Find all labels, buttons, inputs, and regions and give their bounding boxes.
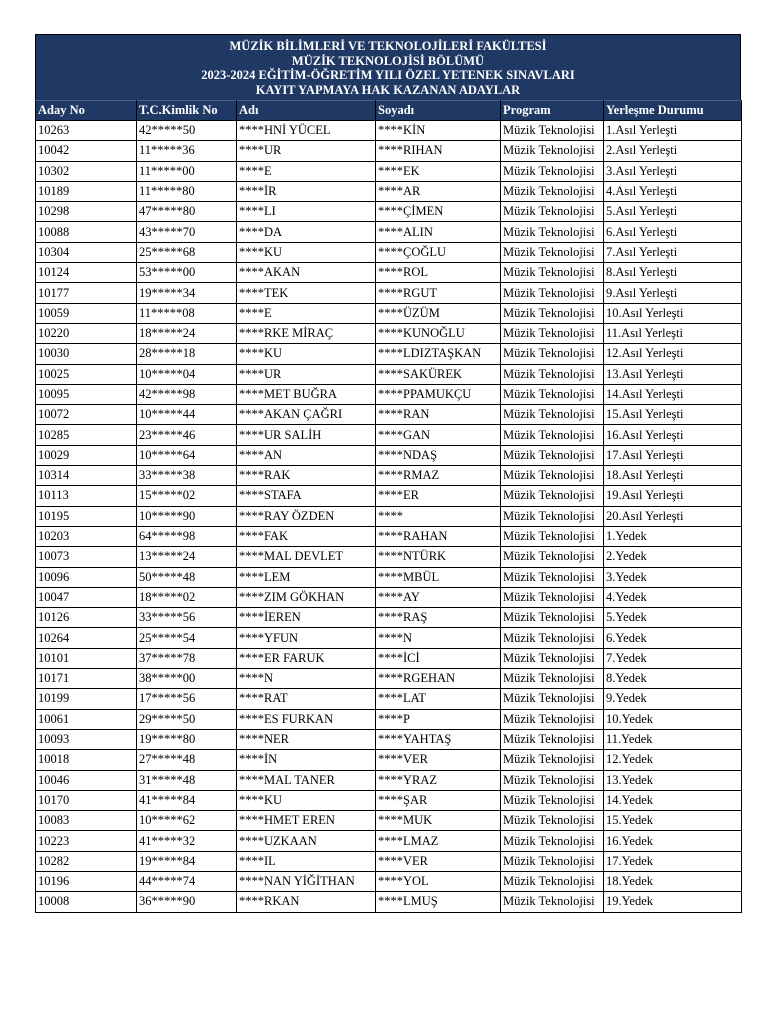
aday-no-cell: 10189: [36, 181, 137, 201]
aday-no-cell: 10220: [36, 323, 137, 343]
yerlesme-durumu-cell: 5.Yedek: [604, 608, 742, 628]
soyadi-cell: ****: [376, 506, 501, 526]
soyadi-cell: ****LDIZTAŞKAN: [376, 344, 501, 364]
table-row: [36, 344, 742, 364]
tc-kimlik-no-cell: 11*****36: [137, 141, 237, 161]
yerlesme-durumu-cell: 12.Asıl Yerleşti: [604, 344, 742, 364]
soyadi-cell: ****NDAŞ: [376, 445, 501, 465]
program-cell: Müzik Teknolojisi: [501, 323, 604, 343]
tc-kimlik-no-cell: 36*****90: [137, 892, 237, 912]
yerlesme-durumu-cell: 9.Asıl Yerleşti: [604, 283, 742, 303]
adi-cell: ****YFUN: [237, 628, 376, 648]
program-cell: Müzik Teknolojisi: [501, 405, 604, 425]
aday-no-cell: 10126: [36, 608, 137, 628]
tc-kimlik-no-cell: 64*****98: [137, 526, 237, 546]
soyadi-cell: ****PPAMUKÇU: [376, 384, 501, 404]
table-row: [36, 506, 742, 526]
program-cell: Müzik Teknolojisi: [501, 344, 604, 364]
adi-cell: ****TEK: [237, 283, 376, 303]
yerlesme-durumu-cell: 4.Asıl Yerleşti: [604, 181, 742, 201]
adi-cell: ****E: [237, 161, 376, 181]
program-cell: Müzik Teknolojisi: [501, 628, 604, 648]
tc-kimlik-no-cell: 27*****48: [137, 750, 237, 770]
tc-kimlik-no-cell: 37*****78: [137, 648, 237, 668]
aday-no-cell: 10263: [36, 121, 137, 141]
aday-no-cell: 10095: [36, 384, 137, 404]
soyadi-cell: ****ROL: [376, 263, 501, 283]
program-cell: Müzik Teknolojisi: [501, 871, 604, 891]
tc-kimlik-no-cell: 42*****98: [137, 384, 237, 404]
tc-kimlik-no-cell: 42*****50: [137, 121, 237, 141]
table-row: [36, 750, 742, 770]
table-row: [36, 425, 742, 445]
adi-cell: ****IL: [237, 851, 376, 871]
soyadi-cell: ****MBÜL: [376, 567, 501, 587]
adi-cell: ****RAK: [237, 466, 376, 486]
yerlesme-durumu-cell: 13.Asıl Yerleşti: [604, 364, 742, 384]
tc-kimlik-no-cell: 18*****02: [137, 587, 237, 607]
soyadi-cell: ****ALIN: [376, 222, 501, 242]
adi-cell: ****RAT: [237, 689, 376, 709]
adi-cell: ****UZKAAN: [237, 831, 376, 851]
tc-kimlik-no-cell: 10*****62: [137, 811, 237, 831]
yerlesme-durumu-cell: 4.Yedek: [604, 587, 742, 607]
yerlesme-durumu-cell: 1.Asıl Yerleşti: [604, 121, 742, 141]
table-row: [36, 811, 742, 831]
aday-no-cell: 10046: [36, 770, 137, 790]
tc-kimlik-no-cell: 41*****32: [137, 831, 237, 851]
aday-no-cell: 10285: [36, 425, 137, 445]
yerlesme-durumu-cell: 17.Yedek: [604, 851, 742, 871]
soyadi-cell: ****ÇİMEN: [376, 202, 501, 222]
tc-kimlik-no-cell: 33*****38: [137, 466, 237, 486]
program-cell: Müzik Teknolojisi: [501, 729, 604, 749]
adi-cell: ****ES FURKAN: [237, 709, 376, 729]
soyadi-cell: ****RAN: [376, 405, 501, 425]
aday-no-cell: 10025: [36, 364, 137, 384]
yerlesme-durumu-cell: 2.Asıl Yerleşti: [604, 141, 742, 161]
tc-kimlik-no-cell: 19*****80: [137, 729, 237, 749]
tc-kimlik-no-cell: 10*****04: [137, 364, 237, 384]
aday-no-cell: 10177: [36, 283, 137, 303]
tc-kimlik-no-cell: 11*****80: [137, 181, 237, 201]
table-row: [36, 729, 742, 749]
yerlesme-durumu-cell: 13.Yedek: [604, 770, 742, 790]
yerlesme-durumu-cell: 6.Asıl Yerleşti: [604, 222, 742, 242]
yerlesme-durumu-cell: 11.Asıl Yerleşti: [604, 323, 742, 343]
program-cell: Müzik Teknolojisi: [501, 242, 604, 262]
table-row: [36, 445, 742, 465]
yerlesme-durumu-cell: 3.Asıl Yerleşti: [604, 161, 742, 181]
tc-kimlik-no-cell: 23*****46: [137, 425, 237, 445]
soyadi-cell: ****İCİ: [376, 648, 501, 668]
aday-no-cell: 10072: [36, 405, 137, 425]
faculty-title: MÜZİK BİLİMLERİ VE TEKNOLOJİLERİ FAKÜLTESİ: [229, 39, 547, 53]
yerlesme-durumu-cell: 7.Asıl Yerleşti: [604, 242, 742, 262]
program-cell: Müzik Teknolojisi: [501, 790, 604, 810]
yerlesme-durumu-cell: 10.Yedek: [604, 709, 742, 729]
table-row: [36, 466, 742, 486]
aday-no-cell: 10113: [36, 486, 137, 506]
yerlesme-durumu-cell: 7.Yedek: [604, 648, 742, 668]
adi-cell: ****LEM: [237, 567, 376, 587]
aday-no-cell: 10061: [36, 709, 137, 729]
aday-no-cell: 10314: [36, 466, 137, 486]
yerlesme-durumu-cell: 19.Asıl Yerleşti: [604, 486, 742, 506]
table-row: [36, 689, 742, 709]
adi-cell: ****LI: [237, 202, 376, 222]
table-row: [36, 567, 742, 587]
program-cell: Müzik Teknolojisi: [501, 831, 604, 851]
aday-no-cell: 10018: [36, 750, 137, 770]
table-row: [36, 608, 742, 628]
adi-cell: ****KU: [237, 344, 376, 364]
soyadi-cell: ****YAHTAŞ: [376, 729, 501, 749]
table-row: [36, 283, 742, 303]
yerlesme-durumu-cell: 12.Yedek: [604, 750, 742, 770]
adi-cell: ****N: [237, 669, 376, 689]
tc-kimlik-no-cell: 10*****64: [137, 445, 237, 465]
table-row: [36, 851, 742, 871]
soyadi-cell: ****AY: [376, 587, 501, 607]
yerlesme-durumu-cell: 2.Yedek: [604, 547, 742, 567]
yerlesme-durumu-cell: 8.Asıl Yerleşti: [604, 263, 742, 283]
yerlesme-durumu-cell: 19.Yedek: [604, 892, 742, 912]
adi-cell: ****KU: [237, 242, 376, 262]
list-title: KAYIT YAPMAYA HAK KAZANAN ADAYLAR: [255, 82, 521, 97]
yerlesme-durumu-cell: 16.Asıl Yerleşti: [604, 425, 742, 445]
table-row: [36, 323, 742, 343]
aday-no-cell: 10298: [36, 202, 137, 222]
yerlesme-durumu-cell: 18.Yedek: [604, 871, 742, 891]
table-body: [36, 121, 742, 913]
program-cell: Müzik Teknolojisi: [501, 608, 604, 628]
soyadi-cell: ****N: [376, 628, 501, 648]
program-cell: Müzik Teknolojisi: [501, 567, 604, 587]
soyadi-cell: ****KİN: [376, 121, 501, 141]
table-row: [36, 405, 742, 425]
soyadi-cell: ****ŞAR: [376, 790, 501, 810]
program-cell: Müzik Teknolojisi: [501, 506, 604, 526]
soyadi-cell: ****LMAZ: [376, 831, 501, 851]
yerlesme-durumu-cell: 15.Asıl Yerleşti: [604, 405, 742, 425]
yerlesme-durumu-cell: 14.Asıl Yerleşti: [604, 384, 742, 404]
adi-cell: ****İR: [237, 181, 376, 201]
program-cell: Müzik Teknolojisi: [501, 222, 604, 242]
tc-kimlik-no-cell: 33*****56: [137, 608, 237, 628]
adi-cell: ****İN: [237, 750, 376, 770]
program-cell: Müzik Teknolojisi: [501, 892, 604, 912]
document-header: [35, 34, 741, 100]
soyadi-cell: ****MUK: [376, 811, 501, 831]
yerlesme-durumu-cell: 17.Asıl Yerleşti: [604, 445, 742, 465]
program-cell: Müzik Teknolojisi: [501, 161, 604, 181]
aday-no-cell: 10083: [36, 811, 137, 831]
table-row: [36, 871, 742, 891]
yerlesme-durumu-cell: 10.Asıl Yerleşti: [604, 303, 742, 323]
tc-kimlik-no-cell: 50*****48: [137, 567, 237, 587]
table-row: [36, 790, 742, 810]
soyadi-cell: ****ER: [376, 486, 501, 506]
tc-kimlik-no-cell: 19*****84: [137, 851, 237, 871]
table-row: [36, 709, 742, 729]
table-row: [36, 587, 742, 607]
adi-cell: ****E: [237, 303, 376, 323]
aday-no-cell: 10196: [36, 871, 137, 891]
adi-cell: ****MAL TANER: [237, 770, 376, 790]
soyadi-cell: ****YRAZ: [376, 770, 501, 790]
yerlesme-durumu-cell: 3.Yedek: [604, 567, 742, 587]
column-header-soyadi: Soyadı: [376, 101, 501, 121]
table-row: [36, 669, 742, 689]
program-cell: Müzik Teknolojisi: [501, 486, 604, 506]
soyadi-cell: ****LAT: [376, 689, 501, 709]
yerlesme-durumu-cell: 9.Yedek: [604, 689, 742, 709]
program-cell: Müzik Teknolojisi: [501, 547, 604, 567]
column-header-tc-kimlik-no: T.C.Kimlik No: [137, 101, 237, 121]
adi-cell: ****AN: [237, 445, 376, 465]
adi-cell: ****NAN YİĞİTHAN: [237, 871, 376, 891]
aday-no-cell: 10124: [36, 263, 137, 283]
aday-no-cell: 10282: [36, 851, 137, 871]
tc-kimlik-no-cell: 11*****00: [137, 161, 237, 181]
aday-no-cell: 10042: [36, 141, 137, 161]
aday-no-cell: 10195: [36, 506, 137, 526]
aday-no-cell: 10203: [36, 526, 137, 546]
tc-kimlik-no-cell: 11*****08: [137, 303, 237, 323]
column-header-aday-no: Aday No: [36, 101, 137, 121]
aday-no-cell: 10047: [36, 587, 137, 607]
tc-kimlik-no-cell: 10*****90: [137, 506, 237, 526]
table-row: [36, 181, 742, 201]
table-row: [36, 384, 742, 404]
table-header-row: [36, 101, 742, 121]
table-row: [36, 547, 742, 567]
table-row: [36, 648, 742, 668]
adi-cell: ****RKE MİRAÇ: [237, 323, 376, 343]
soyadi-cell: ****LMUŞ: [376, 892, 501, 912]
tc-kimlik-no-cell: 25*****54: [137, 628, 237, 648]
tc-kimlik-no-cell: 18*****24: [137, 323, 237, 343]
tc-kimlik-no-cell: 41*****84: [137, 790, 237, 810]
table-row: [36, 141, 742, 161]
program-cell: Müzik Teknolojisi: [501, 121, 604, 141]
column-header-program: Program: [501, 101, 604, 121]
tc-kimlik-no-cell: 28*****18: [137, 344, 237, 364]
program-cell: Müzik Teknolojisi: [501, 364, 604, 384]
soyadi-cell: ****YOL: [376, 871, 501, 891]
yerlesme-durumu-cell: 20.Asıl Yerleşti: [604, 506, 742, 526]
adi-cell: ****KU: [237, 790, 376, 810]
table-row: [36, 303, 742, 323]
table-row: [36, 161, 742, 181]
soyadi-cell: ****ÇOĞLU: [376, 242, 501, 262]
tc-kimlik-no-cell: 17*****56: [137, 689, 237, 709]
table-row: [36, 486, 742, 506]
adi-cell: ****ZIM GÖKHAN: [237, 587, 376, 607]
tc-kimlik-no-cell: 15*****02: [137, 486, 237, 506]
adi-cell: ****HMET EREN: [237, 811, 376, 831]
program-cell: Müzik Teknolojisi: [501, 466, 604, 486]
adi-cell: ****AKAN ÇAĞRI: [237, 405, 376, 425]
aday-no-cell: 10304: [36, 242, 137, 262]
aday-no-cell: 10093: [36, 729, 137, 749]
soyadi-cell: ****RGUT: [376, 283, 501, 303]
exam-title: 2023-2024 EĞİTİM-ÖĞRETİM YILI ÖZEL YETENEK SINAVLARI: [201, 68, 575, 82]
candidates-table: [35, 100, 742, 913]
program-cell: Müzik Teknolojisi: [501, 587, 604, 607]
program-cell: Müzik Teknolojisi: [501, 384, 604, 404]
adi-cell: ****RKAN: [237, 892, 376, 912]
adi-cell: ****UR SALİH: [237, 425, 376, 445]
program-cell: Müzik Teknolojisi: [501, 526, 604, 546]
tc-kimlik-no-cell: 47*****80: [137, 202, 237, 222]
table-row: [36, 242, 742, 262]
adi-cell: ****RAY ÖZDEN: [237, 506, 376, 526]
program-cell: Müzik Teknolojisi: [501, 263, 604, 283]
adi-cell: ****ER FARUK: [237, 648, 376, 668]
program-cell: Müzik Teknolojisi: [501, 689, 604, 709]
adi-cell: ****DA: [237, 222, 376, 242]
program-cell: Müzik Teknolojisi: [501, 750, 604, 770]
table-row: [36, 222, 742, 242]
table-row: [36, 526, 742, 546]
yerlesme-durumu-cell: 15.Yedek: [604, 811, 742, 831]
program-cell: Müzik Teknolojisi: [501, 283, 604, 303]
tc-kimlik-no-cell: 29*****50: [137, 709, 237, 729]
adi-cell: ****HNİ YÜCEL: [237, 121, 376, 141]
soyadi-cell: ****ÜZÜM: [376, 303, 501, 323]
soyadi-cell: ****RMAZ: [376, 466, 501, 486]
column-header-yerlesme-durumu: Yerleşme Durumu: [604, 101, 742, 121]
program-cell: Müzik Teknolojisi: [501, 770, 604, 790]
soyadi-cell: ****P: [376, 709, 501, 729]
adi-cell: ****AKAN: [237, 263, 376, 283]
table-row: [36, 263, 742, 283]
table-row: [36, 628, 742, 648]
tc-kimlik-no-cell: 25*****68: [137, 242, 237, 262]
soyadi-cell: ****SAKÜREK: [376, 364, 501, 384]
tc-kimlik-no-cell: 19*****34: [137, 283, 237, 303]
adi-cell: ****NER: [237, 729, 376, 749]
program-cell: Müzik Teknolojisi: [501, 669, 604, 689]
aday-no-cell: 10030: [36, 344, 137, 364]
program-cell: Müzik Teknolojisi: [501, 648, 604, 668]
soyadi-cell: ****VER: [376, 750, 501, 770]
table-row: [36, 121, 742, 141]
column-header-adi: Adı: [237, 101, 376, 121]
aday-no-cell: 10101: [36, 648, 137, 668]
soyadi-cell: ****RIHAN: [376, 141, 501, 161]
tc-kimlik-no-cell: 44*****74: [137, 871, 237, 891]
program-cell: Müzik Teknolojisi: [501, 141, 604, 161]
yerlesme-durumu-cell: 16.Yedek: [604, 831, 742, 851]
program-cell: Müzik Teknolojisi: [501, 709, 604, 729]
aday-no-cell: 10223: [36, 831, 137, 851]
aday-no-cell: 10171: [36, 669, 137, 689]
program-cell: Müzik Teknolojisi: [501, 425, 604, 445]
yerlesme-durumu-cell: 11.Yedek: [604, 729, 742, 749]
aday-no-cell: 10264: [36, 628, 137, 648]
adi-cell: ****UR: [237, 364, 376, 384]
aday-no-cell: 10170: [36, 790, 137, 810]
adi-cell: ****MAL DEVLET: [237, 547, 376, 567]
aday-no-cell: 10059: [36, 303, 137, 323]
tc-kimlik-no-cell: 38*****00: [137, 669, 237, 689]
yerlesme-durumu-cell: 5.Asıl Yerleşti: [604, 202, 742, 222]
aday-no-cell: 10029: [36, 445, 137, 465]
yerlesme-durumu-cell: 8.Yedek: [604, 669, 742, 689]
tc-kimlik-no-cell: 31*****48: [137, 770, 237, 790]
results-sheet: [35, 34, 741, 913]
program-cell: Müzik Teknolojisi: [501, 851, 604, 871]
table-row: [36, 202, 742, 222]
tc-kimlik-no-cell: 10*****44: [137, 405, 237, 425]
table-row: [36, 364, 742, 384]
soyadi-cell: ****RGEHAN: [376, 669, 501, 689]
program-cell: Müzik Teknolojisi: [501, 181, 604, 201]
program-cell: Müzik Teknolojisi: [501, 202, 604, 222]
soyadi-cell: ****VER: [376, 851, 501, 871]
soyadi-cell: ****RAHAN: [376, 526, 501, 546]
yerlesme-durumu-cell: 14.Yedek: [604, 790, 742, 810]
tc-kimlik-no-cell: 53*****00: [137, 263, 237, 283]
aday-no-cell: 10302: [36, 161, 137, 181]
aday-no-cell: 10096: [36, 567, 137, 587]
soyadi-cell: ****KUNOĞLU: [376, 323, 501, 343]
aday-no-cell: 10073: [36, 547, 137, 567]
aday-no-cell: 10088: [36, 222, 137, 242]
adi-cell: ****FAK: [237, 526, 376, 546]
soyadi-cell: ****NTÜRK: [376, 547, 501, 567]
soyadi-cell: ****GAN: [376, 425, 501, 445]
tc-kimlik-no-cell: 43*****70: [137, 222, 237, 242]
adi-cell: ****İEREN: [237, 608, 376, 628]
table-row: [36, 892, 742, 912]
adi-cell: ****MET BUĞRA: [237, 384, 376, 404]
soyadi-cell: ****RAŞ: [376, 608, 501, 628]
aday-no-cell: 10008: [36, 892, 137, 912]
soyadi-cell: ****AR: [376, 181, 501, 201]
yerlesme-durumu-cell: 18.Asıl Yerleşti: [604, 466, 742, 486]
yerlesme-durumu-cell: 6.Yedek: [604, 628, 742, 648]
program-cell: Müzik Teknolojisi: [501, 303, 604, 323]
department-title: MÜZİK TEKNOLOJİSİ BÖLÜMÜ: [291, 53, 485, 68]
tc-kimlik-no-cell: 13*****24: [137, 547, 237, 567]
program-cell: Müzik Teknolojisi: [501, 445, 604, 465]
adi-cell: ****STAFA: [237, 486, 376, 506]
aday-no-cell: 10199: [36, 689, 137, 709]
program-cell: Müzik Teknolojisi: [501, 811, 604, 831]
yerlesme-durumu-cell: 1.Yedek: [604, 526, 742, 546]
table-row: [36, 831, 742, 851]
table-row: [36, 770, 742, 790]
adi-cell: ****UR: [237, 141, 376, 161]
soyadi-cell: ****EK: [376, 161, 501, 181]
